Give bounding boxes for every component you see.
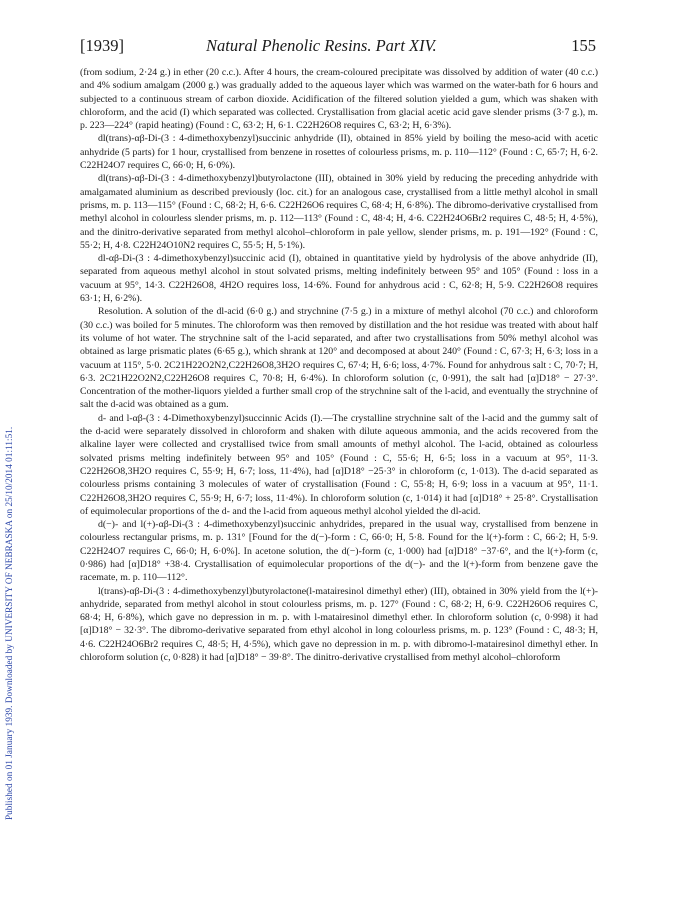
- paragraph-4: dl-αβ-Di-(3 : 4-dimethoxybenzyl)succinic acid (I), obtained in quantitative yield by hydrolysis of the above anhydride (II), separated from aqueous methyl alcohol in stout solvated prisms, melting indefinitely between 95° and 105° (Found : loss in a vacuum at 95°, 14·3. C22H26O8, 4H2O requires loss, 14·6%. Found for anhydrous acid : C, 62·8; H, 5·9. C22H26O8 requires 63·1; H, 6·2%).: [80, 253, 598, 305]
- paragraph-1: (from sodium, 2·24 g.) in ether (20 c.c.). After 4 hours, the cream-coloured precipitate was dissolved by addition of water (40 c.c.) and 4% sodium amalgam (2000 g.) was gradually added to the aqueous layer which was warmed on the water-bath for 6 hours and subjected to a continuous stream of carbon dioxide. Acidification of the filtered solution yielded a gum, which was shaken with chloroform, and the acid (I) which separated was collected. Crystallisation from glacial acetic acid gave slender prisms (3·7 g.), m. p. 223—224° (rapid heating) (Found : C, 63·2; H, 6·1. C22H26O8 requires C, 63·2; H, 6·3%).: [80, 67, 598, 132]
- journal-year: [1939]: [80, 36, 124, 55]
- paragraph-5: Resolution. A solution of the dl-acid (6·0 g.) and strychnine (7·5 g.) in a mixture of methyl alcohol (70 c.c.) and chloroform (30 c.c.) was boiled for 5 minutes. The chloroform was then removed by distillation and the hot residue was treated with about half its volume of hot water. The strychnine salt of the l-acid separated, and after two crystallisations from 50% methyl alcohol was obtained as large prismatic plates (6·65 g.), which shrank at 120° and decomposed at about 240° (Found : C, 67·3; H, 6·3; loss in a vacuum at 115°, 5·0. 2C21H22O2N2,C22H26O8,3H2O requires C, 67·4; H, 6·6; loss, 4·7%. Found for anhydrous salt : C, 70·7; H, 6·3. 2C21H22O2N2,C22H26O8 requires C, 70·8; H, 6·4%). In chloroform solution (c, 0·991), the salt had [α]D18° − 27·3°. Concentration of the mother-liquors yielded a further small crop of the strychnine salt of the l-acid, and eventually the strychnine of salt the d-acid was obtained as a gum.: [80, 306, 598, 411]
- paragraph-8: l(trans)-αβ-Di-(3 : 4-dimethoxybenzyl)butyrolactone(l-matairesinol dimethyl ether) (III), obtained in 30% yield from the l(+)-anhydride, separated from methyl alcohol in stout colourless prisms, m. p. 127° (Found : C, 68·2; H, 6·9. C22H26O6 requires C, 68·4; H, 6·8%), which gave no depression in m. p. with l-matairesinol dimethyl ether. In chloroform solution (c, 0·998) it had [α]D18° − 32·3°. The dibromo-derivative separated from ethyl alcohol in long colourless prisms, m. p. 123° (Found : C, 48·3; H, 4·6. C22H24O6Br2 requires C, 48·5; H, 4·5%), which gave no depression in m. p. with dibromo-l-matairesinol dimethyl ether. In chloroform solution (c, 0·828) it had [α]D18° − 39·8°. The dinitro-derivative crystallised from methyl alcohol–chloroform: [80, 585, 598, 664]
- paragraph-7: d(−)- and l(+)-αβ-Di-(3 : 4-dimethoxybenzyl)succinic anhydrides, prepared in the usual way, crystallised from benzene in colourless rectangular prisms, m. p. 131° [Found for the d(−)-form : C, 66·0; H, 5·8. Found for the l(+)-form : C, 66·2; H, 5·9. C22H24O7 requires C, 66·0; H, 6·0%]. In acetone solution, the d(−)-form (c, 1·000) had [α]D18° −37·6°, and the l(+)-form (c, 0·986) had [α]D18° +38·4. Crystallisation of equimolecular proportions of the d(−)- and the l(+)-form from benzene gave the racemate, m. p. 110—112°.: [80, 519, 598, 584]
- paragraph-6: d- and l-αβ-(3 : 4-Dimethoxybenzyl)succinnic Acids (I).—The crystalline strychnine salt of the l-acid and the gummy salt of the d-acid were separately dissolved in chloroform and shaken with dilute aqueous ammonia, and the acids recovered from the alkaline layer were collected and crystallised twice from small amounts of methyl alcohol. The l-acid, obtained as colourless solvated prisms melting indefinitely between 95° and 105° (Found : C, 55·6; H, 6·5; loss in a vacuum at 95°, 11·3. C22H26O8,3H2O requires C, 55·9; H, 6·7; loss, 11·4%), had [α]D18° −25·3° in chloroform (c, 1·013). The d-acid separated as colourless prisms containing 3 molecules of water of crystallisation (Found : C, 55·8; H, 6·9; loss in a vacuum at 95°, 11·1. C22H26O8,3H2O requires C, 55·9; H, 6·7; loss, 11·4%). In chloroform solution (c, 1·014) it had [α]D18° + 25·8°. Crystallisation of equimolecular proportions of the d- and the l-acid from aqueous methyl alcohol yielded the dl-acid.: [80, 412, 598, 517]
- download-watermark: Published on 01 January 1939. Downloaded by UNIVERSITY OF NEBRASKA on 25/10/2014 01:11:51.: [4, 426, 14, 820]
- page-header: [80, 36, 596, 58]
- page-number: 155: [571, 36, 596, 55]
- article-body: [80, 66, 598, 664]
- paragraph-2: dl(trans)-αβ-Di-(3 : 4-dimethoxybenzyl)succinic anhydride (II), obtained in 85% yield by boiling the meso-acid with acetic anhydride (5 parts) for 1 hour, crystallised from benzene in rosettes of colourless prisms, m. p. 110—112° (Found : C, 65·7; H, 6·2. C22H24O7 requires C, 66·0; H, 6·0%).: [80, 133, 598, 172]
- running-title: Natural Phenolic Resins. Part XIV.: [206, 36, 437, 55]
- paragraph-3: dl(trans)-αβ-Di-(3 : 4-dimethoxybenzyl)butyrolactone (III), obtained in 30% yield by reducing the preceding anhydride with amalgamated aluminium as described previously (loc. cit.) for an analogous case, crystallised from a little methyl alcohol in small prisms, m. p. 113—115° (Found : C, 68·2; H, 6·6. C22H26O6 requires C, 68·4; H, 6·8%). The dibromo-derivative crystallised from methyl alcohol in colourless slender prisms, m. p. 112—113° (Found : C, 48·4; H, 4·6. C22H24O6Br2 requires C, 48·5; H, 4·5%), and the dinitro-derivative separated from methyl alcohol–chloroform in pale yellow, slender prisms, m. p. 191—192° (Found : C, 55·2; H, 4·8. C22H24O10N2 requires C, 55·5; H, 5·1%).: [80, 173, 598, 251]
